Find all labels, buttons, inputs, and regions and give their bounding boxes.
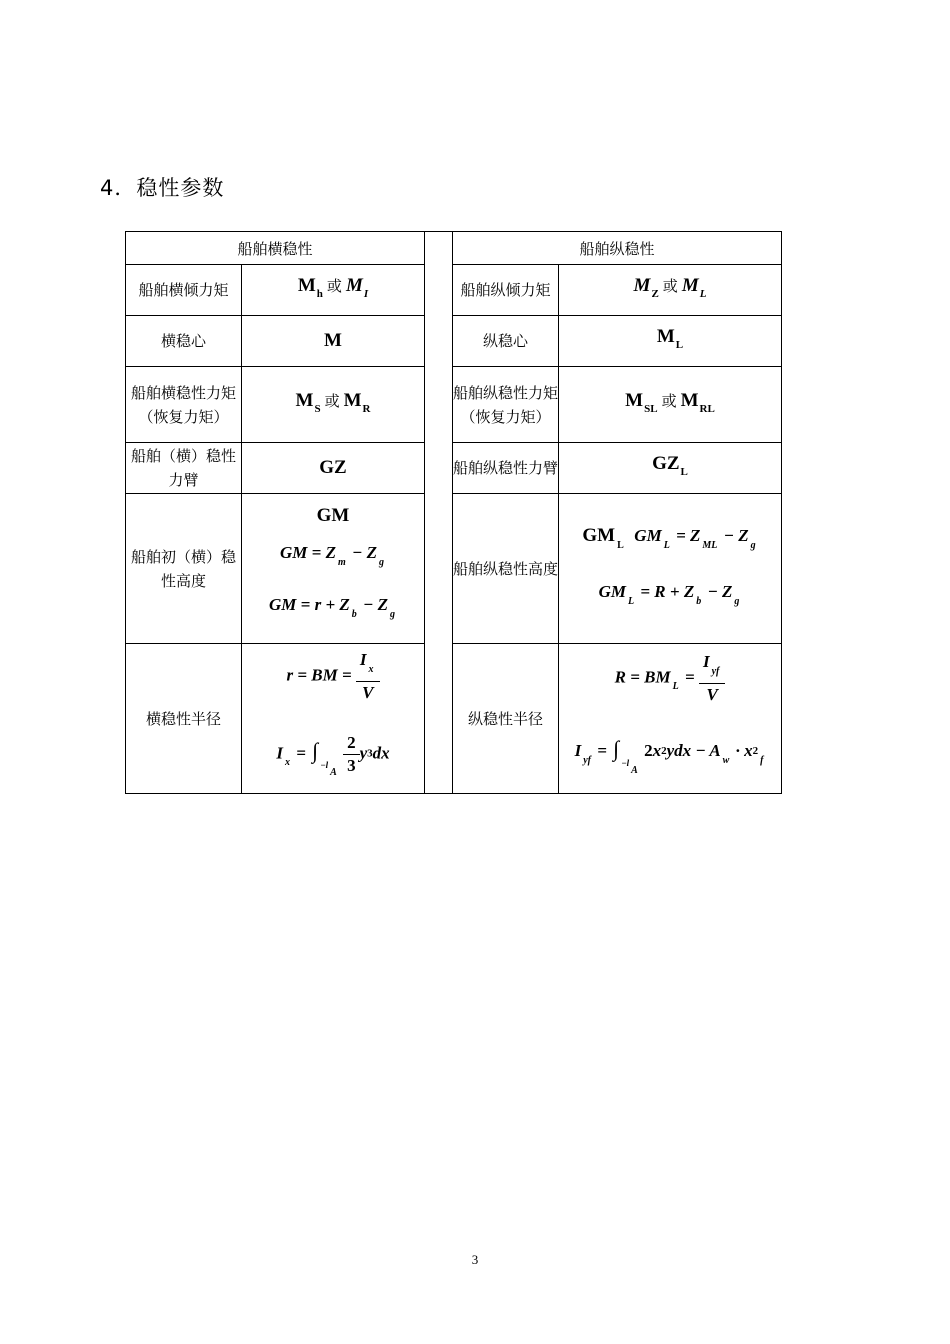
longitudinal-symbol-metacenter: $M_L$	[559, 316, 782, 367]
section-heading: 4．稳性参数	[100, 176, 225, 200]
column-gap	[425, 232, 453, 794]
transverse-label-metacenter: 横稳心	[126, 316, 242, 367]
transverse-symbol-heeling-moment: $M_h$ 或 $M_I$	[242, 265, 425, 316]
longitudinal-symbol-righting-moment: $M_{SL}$ 或 $M_{RL}$	[559, 367, 782, 443]
transverse-label-righting-arm: 船舶（横）稳性力臂	[126, 443, 242, 494]
longitudinal-formula-metacentric-height: GM $_L$ $GM_L = Z_{ML} - Z_g$ $GM_L = R + Z_b - Z_g$	[559, 494, 782, 644]
page-number: 3	[471, 1252, 479, 1267]
transverse-label-righting-moment: 船舶横稳性力矩（恢复力矩）	[126, 367, 242, 443]
longitudinal-formula-metacentric-radius: $R = BM_L$ = $\frac{I_{yf}}{V}$ $I_{yf} = \int_{-l_A}$ $2x2ydx - A_w \cdot x2_f$	[559, 644, 782, 794]
longitudinal-header: 船舶纵稳性	[453, 232, 782, 265]
transverse-symbol-righting-moment: $M_S$ 或 $M_R$	[242, 367, 425, 443]
transverse-symbol-metacenter: M	[242, 316, 425, 367]
transverse-header: 船舶横稳性	[126, 232, 425, 265]
transverse-formula-metacentric-height: GM GM = $Z_m - Z_g$ GM = $r + Z_b - Z_g$	[242, 494, 425, 644]
longitudinal-label-metacentric-radius: 纵稳性半径	[453, 644, 559, 794]
longitudinal-label-righting-arm: 船舶纵稳性力臂	[453, 443, 559, 494]
transverse-label-metacentric-height: 船舶初（横）稳性高度	[126, 494, 242, 644]
transverse-formula-metacentric-radius: r = BM = $\frac{I_x}{V}$ $I_x = \int_{-l_A}$ $\frac{2}{3}$ y3dx	[242, 644, 425, 794]
transverse-symbol-righting-arm: GZ	[242, 443, 425, 494]
longitudinal-label-metacenter: 纵稳心	[453, 316, 559, 367]
longitudinal-symbol-trimming-moment: $M_Z$ 或 $M_L$	[559, 265, 782, 316]
longitudinal-label-righting-moment: 船舶纵稳性力矩（恢复力矩）	[453, 367, 559, 443]
longitudinal-symbol-righting-arm: $GZ_L$	[559, 443, 782, 494]
transverse-label-heeling-moment: 船舶横倾力矩	[126, 265, 242, 316]
longitudinal-label-metacentric-height: 船舶纵稳性高度	[453, 494, 559, 644]
longitudinal-label-trimming-moment: 船舶纵倾力矩	[453, 265, 559, 316]
stability-parameters-table	[125, 231, 782, 794]
transverse-label-metacentric-radius: 横稳性半径	[126, 644, 242, 794]
